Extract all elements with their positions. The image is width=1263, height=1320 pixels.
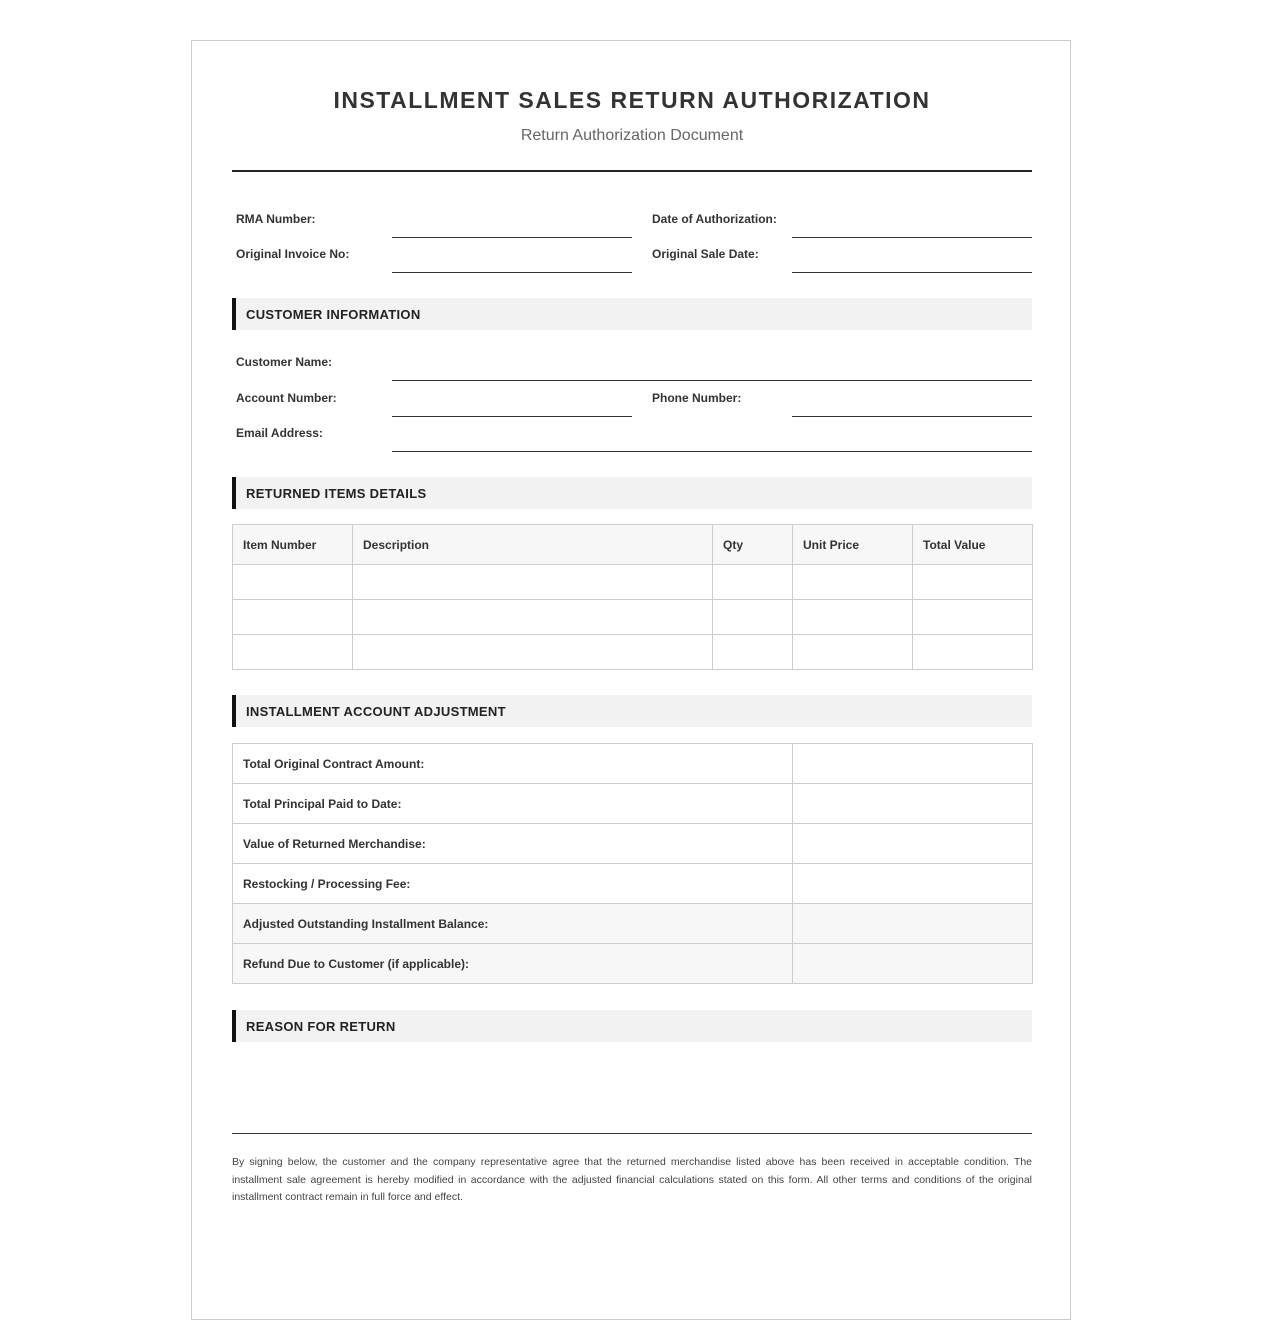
document-title: INSTALLMENT SALES RETURN AUTHORIZATION [333, 87, 931, 113]
returned-items-heading: RETURNED ITEMS DETAILS [246, 486, 427, 501]
installment-adjustment-header [232, 695, 1032, 727]
adjustment-row-label: Total Original Contract Amount: [233, 744, 793, 784]
table-row [233, 635, 1033, 670]
table-header-row [233, 525, 1033, 565]
column-total-value: Total Value [913, 525, 1033, 565]
column-item-number: Item Number [233, 525, 353, 565]
original-sale-date-field[interactable] [792, 272, 1032, 273]
title-divider [232, 170, 1032, 172]
agreement-disclaimer: By signing below, the customer and the company representative agree that the returned merchandise listed above has been received in acceptable condition. The installment sale agreement is hereby modified in accordance with the adjusted financial calculations stated on this form. All other terms and conditions of the original installment contract remain in full force and effect. [232, 1156, 1032, 1203]
description-cell[interactable] [353, 565, 713, 600]
date-of-authorization-label: Date of Authorization: [652, 212, 777, 226]
adjustment-row-value[interactable] [793, 864, 1033, 904]
returned-items-table [232, 524, 1033, 670]
reason-for-return-header [232, 1010, 1032, 1042]
total-value-cell[interactable] [913, 635, 1033, 670]
adjustment-row [233, 904, 1033, 944]
reason-for-return-line[interactable] [232, 1133, 1032, 1134]
adjustment-row-value[interactable] [793, 944, 1033, 984]
adjustment-row-label: Value of Returned Merchandise: [233, 824, 793, 864]
installment-adjustment-table [232, 743, 1033, 984]
adjustment-row-value[interactable] [793, 824, 1033, 864]
column-unit-price: Unit Price [793, 525, 913, 565]
date-of-authorization-field[interactable] [792, 237, 1032, 238]
customer-information-header [232, 298, 1032, 330]
column-description: Description [353, 525, 713, 565]
returned-items-header [232, 477, 1032, 509]
item-number-cell[interactable] [233, 565, 353, 600]
customer-information-heading: CUSTOMER INFORMATION [246, 307, 421, 322]
qty-cell[interactable] [713, 635, 793, 670]
customer-name-field[interactable] [392, 380, 1032, 381]
reason-for-return-heading: REASON FOR RETURN [246, 1019, 396, 1034]
adjustment-row-label: Refund Due to Customer (if applicable): [233, 944, 793, 984]
unit-price-cell[interactable] [793, 635, 913, 670]
original-sale-date-label: Original Sale Date: [652, 247, 759, 261]
phone-number-field[interactable] [792, 416, 1032, 417]
adjustment-row [233, 824, 1033, 864]
item-number-cell[interactable] [233, 635, 353, 670]
unit-price-cell[interactable] [793, 565, 913, 600]
original-invoice-no-label: Original Invoice No: [236, 247, 350, 261]
adjustment-row [233, 864, 1033, 904]
rma-number-label: RMA Number: [236, 212, 316, 226]
adjustment-row-value[interactable] [793, 744, 1033, 784]
item-number-cell[interactable] [233, 600, 353, 635]
description-cell[interactable] [353, 635, 713, 670]
customer-name-label: Customer Name: [236, 355, 333, 369]
table-row [233, 600, 1033, 635]
unit-price-cell[interactable] [793, 600, 913, 635]
installment-adjustment-heading: INSTALLMENT ACCOUNT ADJUSTMENT [246, 704, 506, 719]
account-number-field[interactable] [392, 416, 632, 417]
adjustment-row-label: Restocking / Processing Fee: [233, 864, 793, 904]
qty-cell[interactable] [713, 565, 793, 600]
email-address-label: Email Address: [236, 426, 323, 440]
adjustment-row-label: Total Principal Paid to Date: [233, 784, 793, 824]
column-qty: Qty [713, 525, 793, 565]
adjustment-row [233, 744, 1033, 784]
rma-number-field[interactable] [392, 237, 632, 238]
phone-number-label: Phone Number: [652, 391, 742, 405]
total-value-cell[interactable] [913, 600, 1033, 635]
original-invoice-no-field[interactable] [392, 272, 632, 273]
email-address-field[interactable] [392, 451, 1032, 452]
total-value-cell[interactable] [913, 565, 1033, 600]
account-number-label: Account Number: [236, 391, 337, 405]
adjustment-row-value[interactable] [793, 904, 1033, 944]
document-page [191, 40, 1071, 1320]
adjustment-row [233, 944, 1033, 984]
adjustment-row-value[interactable] [793, 784, 1033, 824]
qty-cell[interactable] [713, 600, 793, 635]
description-cell[interactable] [353, 600, 713, 635]
adjustment-row [233, 784, 1033, 824]
table-row [233, 565, 1033, 600]
adjustment-row-label: Adjusted Outstanding Installment Balance: [233, 904, 793, 944]
document-subtitle: Return Authorization Document [520, 127, 744, 144]
